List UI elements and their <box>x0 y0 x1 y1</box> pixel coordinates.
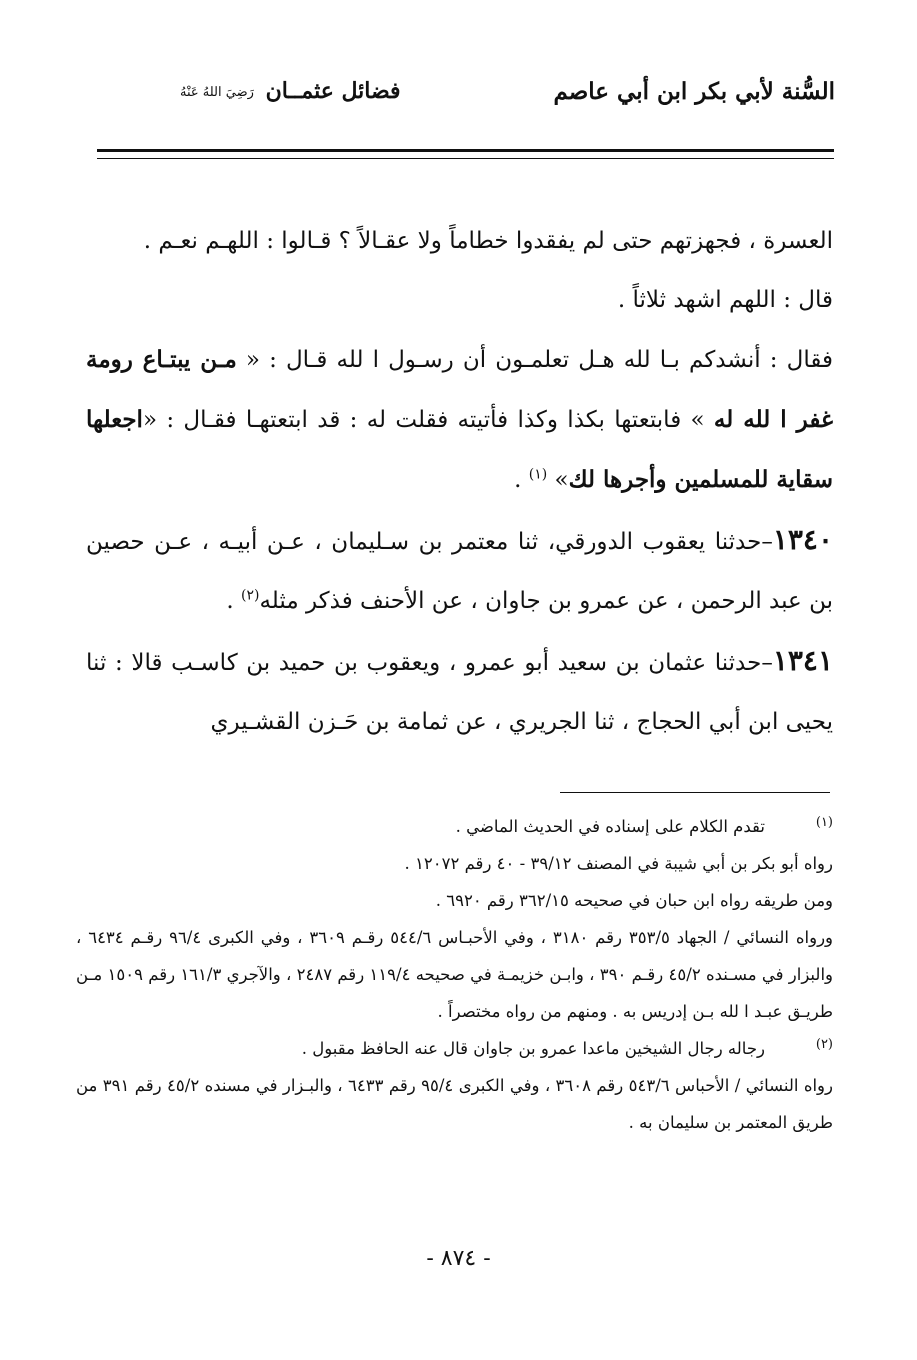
footnote-line: رجاله رجال الشيخين ماعدا عمرو بن جاوان قال عنه الحافظ مقبول . <box>301 1039 765 1058</box>
hadith-1340 <box>86 510 833 631</box>
footnote-line: ومن طريقه رواه ابن حبان في صحيحه ٣٦٢/١٥ رقم ٦٩٢٠ . <box>435 891 833 910</box>
footnote-line: رواه النسائي / الأحباس ٥٤٣/٦ رقم ٣٦٠٨ ، وفي الكبرى ٩٥/٤ رقم ٦٤٣٣ ، والبـزار في مسنده ٤٥/٢ رقم ٣٩١ من طريق المعتمر بن سليمان به . <box>76 1076 833 1132</box>
footnote-2 <box>76 1030 833 1141</box>
text-run: » فابتعتها بكذا وكذا فأتيته فقلت له : قد ابتعتهـا فقـال : « <box>142 407 714 433</box>
hadith-quote: مـن يبتـاع رومة غفر ا لله له <box>86 346 833 433</box>
header-rule-thin <box>97 158 834 159</box>
text-run: » <box>554 467 569 493</box>
footnote-mark: (١) <box>815 815 833 830</box>
hadith-number: ١٣٤١ <box>772 644 833 677</box>
footnote-line: ورواه النسائي / الجهاد ٣٥٣/٥ رقم ٣١٨٠ ، وفي الأحبـاس ٥٤٤/٦ رقـم ٣٦٠٩ ، وفي الكبرى ٩٦/٤ رقـم ٦٤٣٤ ، والبزار في مسـنده ٤٥/٢ رقـم ٣٩٠ ، وابـن خزيمـة في صحيحه ١١٩/٤ رقم ٢٤٨٧ ، والآجري ١٦١/٣ رقم ١٥٠٩ مـن طريـق عبـد ا لله بـن إدريس به . ومنهم من رواه مختصراً . <box>76 928 833 1021</box>
hadith-text: –حدثنا يعقوب الدورقي، ثنا معتمر بن سـليمان ، عـن أبيـه ، عـن حصين بن عبد الرحمن ، عن عمرو بن جاوان ، عن الأحنف فذكر مثله <box>86 529 833 614</box>
footnote-mark: (٢) <box>815 1037 833 1052</box>
paragraph-rumah <box>86 330 833 510</box>
page-number: - ٨٧٤ - <box>426 1246 491 1271</box>
footnote-separator <box>560 792 830 793</box>
book-title: السُّنة لأبي بكر ابن أبي عاصم <box>553 78 835 105</box>
text-run: . <box>226 588 241 614</box>
header-rule-thick <box>97 149 834 152</box>
text-line: العسرة ، فجهزتهم حتى لم يفقدوا خطاماً ولا عقـالاً ؟ قـالوا : اللهـم نعـم . <box>143 228 833 254</box>
footnote-ref: (٢) <box>241 587 260 604</box>
chapter-title: فضائل عثمــان <box>265 78 401 104</box>
text-line: قال : اللهم اشهد ثلاثاً . <box>617 287 833 313</box>
footnote-1 <box>76 808 833 1030</box>
chapter-title-group <box>180 78 401 104</box>
hadith-text: –حدثنا عثمان بن سعيد أبو عمرو ، ويعقوب بن حميد بن كاسـب قالا : ثنا يحيى ابن أبي الحجاج ، ثنا الجريري ، عن ثمامة بن حَـزن القشـيري <box>86 650 833 735</box>
hadith-quote: اجعلها سقاية للمسلمين وأجرها لك <box>86 406 833 493</box>
hadith-1341 <box>86 631 833 752</box>
text-run: فقال : أنشدكم بـا لله هـل تعلمـون أن رسـول ا لله قـال : « <box>236 347 833 373</box>
footnote-line: رواه أبو بكر بن أبي شيبة في المصنف ٣٩/١٢ - ٤٠ رقم ١٢٠٧٢ . <box>404 854 833 873</box>
running-header <box>90 78 835 118</box>
footnote-line: تقدم الكلام على إسناده في الحديث الماضي . <box>455 817 765 836</box>
footnotes <box>76 808 833 1141</box>
footnote-ref: (١) <box>528 466 548 483</box>
text-run: . <box>514 467 529 493</box>
hadith-number: ١٣٤٠ <box>772 523 833 556</box>
main-text <box>86 212 833 752</box>
honorific-glyph: رَضِيَ اللهُ عَنْهُ <box>180 84 254 100</box>
